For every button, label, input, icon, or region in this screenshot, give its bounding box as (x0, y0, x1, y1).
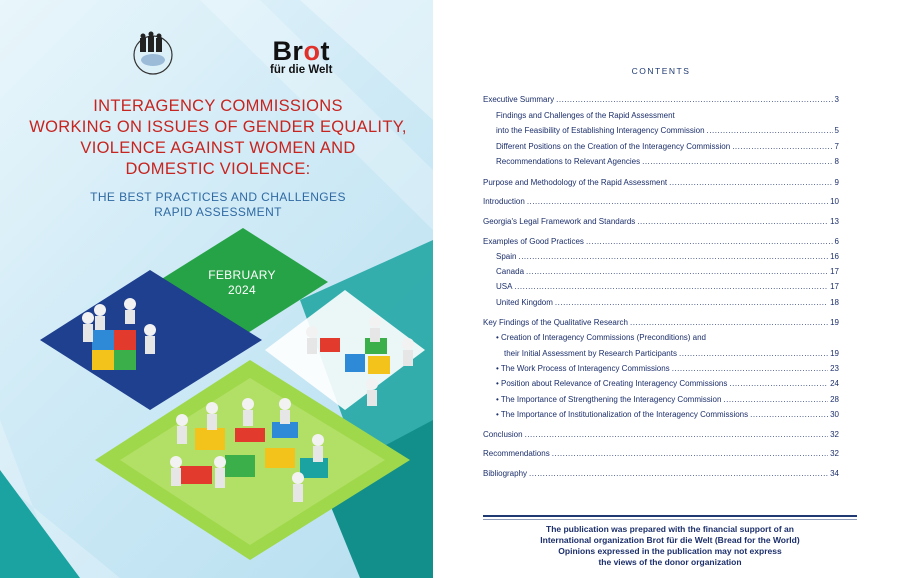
toc-entry-page: 6 (834, 237, 839, 246)
toc-entry[interactable] (483, 379, 839, 391)
toc-leader-dots (672, 364, 828, 373)
publication-date (196, 268, 288, 298)
toc-entry[interactable] (483, 410, 839, 422)
toc-leader-dots (526, 267, 828, 276)
toc-leader-dots (729, 379, 828, 388)
toc-entry-page: 30 (830, 410, 839, 419)
toc-entry-label: Recommendations (483, 449, 550, 458)
toc-entry[interactable] (483, 157, 839, 169)
toc-leader-dots (518, 252, 828, 261)
disclaimer-line: the views of the donor organization (598, 557, 742, 567)
toc-entry-page: 18 (830, 298, 839, 307)
report-subtitle (18, 190, 418, 220)
toc-entry-label: Spain (496, 252, 517, 261)
toc-entry[interactable] (483, 237, 839, 249)
toc-entry-page: 5 (834, 126, 839, 135)
toc-entry-label: Executive Summary (483, 95, 555, 104)
toc-leader-dots (732, 142, 832, 151)
toc-leader-dots (669, 178, 832, 187)
disclaimer-line: The publication was prepared with the financial support of an (546, 524, 794, 534)
toc-entry-page: 13 (830, 217, 839, 226)
toc-leader-dots (642, 157, 832, 166)
toc-entry-page: 34 (830, 469, 839, 478)
report-title-line: WORKING ON ISSUES OF GENDER EQUALITY, (29, 118, 407, 136)
toc-entry-label: Findings and Challenges of the Rapid Assessment (496, 111, 675, 120)
toc-entry-label: Purpose and Methodology of the Rapid Assessment (483, 178, 668, 187)
toc-entry-label: • The Importance of Institutionalization of the Interagency Commissions (496, 410, 749, 419)
report-title-line: DOMESTIC VIOLENCE: (125, 160, 311, 178)
toc-entry[interactable] (483, 449, 839, 461)
toc-leader-dots (552, 449, 828, 458)
toc-entry[interactable] (483, 217, 839, 229)
toc-entry-label: Introduction (483, 197, 525, 206)
toc-leader-dots (679, 349, 828, 358)
toc-entry-label: Bibliography (483, 469, 528, 478)
toc-leader-dots (525, 430, 829, 439)
toc-entry[interactable] (483, 395, 839, 407)
toc-entry[interactable] (483, 364, 839, 376)
date-month: FEBRUARY (208, 268, 276, 282)
toc-entry-page: 7 (834, 142, 839, 151)
toc-leader-dots (637, 217, 828, 226)
toc-entry-page: 24 (830, 379, 839, 388)
toc-leader-dots (750, 410, 828, 419)
disclaimer-line: Opinions expressed in the publication may not express (558, 546, 782, 556)
toc-entry-label: Different Positions on the Creation of the Interagency Commission (496, 142, 731, 151)
toc-entry-page: 16 (830, 252, 839, 261)
toc-leader-dots (707, 126, 833, 135)
report-subtitle-line: RAPID ASSESSMENT (154, 205, 282, 219)
toc-entry[interactable] (483, 430, 839, 442)
toc-entry-label: Key Findings of the Qualitative Research (483, 318, 628, 327)
toc-leader-dots (527, 197, 828, 206)
toc-entry-label: • Creation of Interagency Commissions (Preconditions) and (496, 333, 707, 342)
toc-leader-dots (556, 95, 832, 104)
toc-entry-page: 8 (834, 157, 839, 166)
toc-entry-page: 19 (830, 318, 839, 327)
footer-divider-thin (483, 519, 857, 520)
toc-entry-label: Conclusion (483, 430, 523, 439)
toc-entry[interactable] (483, 267, 839, 279)
toc-entry[interactable] (483, 142, 839, 154)
toc-entry[interactable] (483, 126, 839, 138)
brot-fur-die-welt-logo: Brot für die Welt (270, 36, 333, 76)
toc-leader-dots (630, 318, 828, 327)
toc-entry[interactable] (483, 318, 839, 330)
toc-entry-page: 3 (834, 95, 839, 104)
report-title-line: VIOLENCE AGAINST WOMEN AND (80, 139, 356, 157)
toc-entry-page: 23 (830, 364, 839, 373)
toc-entry-page: 28 (830, 395, 839, 404)
toc-entry-label: their Initial Assessment by Research Participants (504, 349, 677, 358)
toc-entry-page: 17 (830, 267, 839, 276)
organization-logo (128, 28, 178, 78)
toc-entry-page: 19 (830, 349, 839, 358)
toc-entry[interactable] (483, 111, 839, 123)
toc-entry-label: into the Feasibility of Establishing Interagency Commission (496, 126, 705, 135)
toc-entry-label: • The Work Process of Interagency Commissions (496, 364, 670, 373)
toc-entry-page: 9 (834, 178, 839, 187)
toc-leader-dots (514, 282, 828, 291)
toc-entry-label: Recommendations to Relevant Agencies (496, 157, 641, 166)
toc-entry-page: 32 (830, 430, 839, 439)
toc-entry[interactable] (483, 333, 839, 345)
toc-entry[interactable] (483, 197, 839, 209)
contents-heading: CONTENTS (631, 66, 691, 76)
toc-entry-label: USA (496, 282, 513, 291)
date-year: 2024 (228, 283, 256, 297)
toc-entry-label: Examples of Good Practices (483, 237, 584, 246)
toc-entry[interactable] (483, 469, 839, 481)
toc-leader-dots (529, 469, 828, 478)
report-title-line: INTERAGENCY COMMISSIONS (93, 97, 343, 115)
toc-entry[interactable] (483, 252, 839, 264)
toc-entry-label: • Position about Relevance of Creating Interagency Commissions (496, 379, 728, 388)
toc-entry[interactable] (483, 282, 839, 294)
toc-entry[interactable] (483, 95, 839, 107)
toc-entry-page: 32 (830, 449, 839, 458)
toc-leader-dots (723, 395, 828, 404)
toc-entry[interactable] (483, 349, 839, 361)
funding-disclaimer (483, 524, 857, 568)
toc-entry-label: Canada (496, 267, 525, 276)
toc-entry-label: Georgia's Legal Framework and Standards (483, 217, 636, 226)
footer-divider (483, 515, 857, 517)
toc-leader-dots (586, 237, 833, 246)
toc-entry-label: United Kingdom (496, 298, 553, 307)
report-subtitle-line: THE BEST PRACTICES AND CHALLENGES (90, 190, 346, 204)
toc-entry[interactable] (483, 178, 839, 190)
toc-entry-page: 17 (830, 282, 839, 291)
cover-page (0, 0, 433, 578)
disclaimer-line: International organization Brot für die Welt (Bread for the World) (540, 535, 800, 545)
toc-entry[interactable] (483, 298, 839, 310)
toc-entry-label: • The Importance of Strengthening the Interagency Commission (496, 395, 722, 404)
toc-leader-dots (555, 298, 828, 307)
report-title (18, 96, 418, 180)
toc-entry-page: 10 (830, 197, 839, 206)
